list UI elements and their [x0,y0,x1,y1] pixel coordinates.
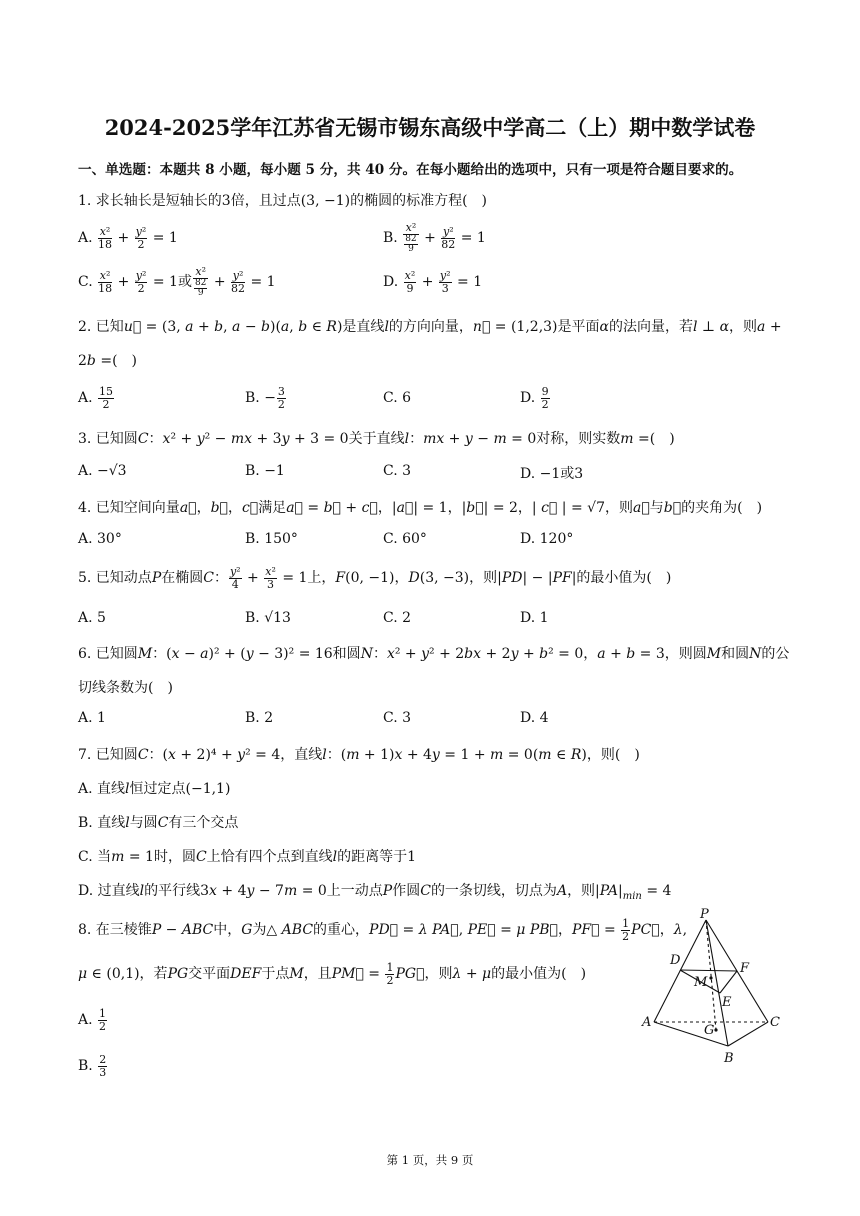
question-1-option-c: C. $\frac{\text{x²}}{18}$ + $\frac{\text{y²}}{2}$ = 1或 $\frac{\text{x²}}{\frac{82}{9}}$ + $\frac{\text{y²}}{82}$ = 1 [78,265,276,298]
page-title: 2024-2025学年江苏省无锡市锡东高级中学高二（上）期中数学试卷 [104,115,756,140]
question-6-option-d: D. 4 [520,710,549,726]
figure-label-b: B [724,1051,734,1066]
tetrahedron-figure [636,906,786,1066]
question-5-option-d: D. 1 [520,610,549,626]
question-8-option-b: B. $\frac{2}{3}$ [78,1053,107,1079]
question-4-option-d: D. 120° [520,531,574,547]
question-6-option-a: A. 1 [78,710,106,726]
question-4-stem: 4. 已知空间向量a⃗，b⃗，c⃗满足a⃗ = b⃗ + c⃗，|a⃗| = 1，|b⃗| = 2，| c⃗ | = √7，则a⃗与b⃗的夹角为( ) [78,500,763,516]
question-1-option-d: D. $\frac{\text{x²}}{9}$ + $\frac{\text{y²}}{3}$ = 1 [383,269,483,295]
question-2-option-b: B. − $\frac{3}{2}$ [245,385,285,411]
question-5-option-c: C. 2 [383,610,412,626]
question-7-option-a: A. 直线l恒过定点(−1,1) [78,781,231,797]
question-6-stem: 6. 已知圆M：(x − a)² + (y − 3)² = 16和圆N：x² + y² + 2bx + 2y + b² = 0，a + b = 3，则圆M和圆N的公 [78,646,790,662]
question-7-option-c: C. 当m = 1时，圆C上恰有四个点到直线l的距离等于1 [78,849,417,865]
question-6-option-b: B. 2 [245,710,274,726]
question-2-stem-cont: 2b =( ) [78,353,137,369]
question-2-stem: 2. 已知u⃗ = (3, a + b, a − b)(a, b ∈ R)是直线l的方向向量，n⃗ = (1,2,3)是平面α的法向量，若l ⊥ α，则a + [78,319,782,335]
question-2-option-a: A. $\frac{15}{2}$ [78,385,114,411]
figure-label-d: D [670,953,681,968]
page-footer: 第 1 页，共 9 页 [386,1153,474,1167]
question-6-option-c: C. 3 [383,710,412,726]
section-heading: 一、单选题：本题共 8 小题，每小题 5 分，共 40 分。在每小题给出的选项中，只有一项是符合题目要求的。 [78,162,743,178]
question-4-option-a: A. 30° [78,531,122,547]
figure-label-m: M [694,975,708,990]
figure-label-e: E [722,995,732,1010]
question-5-option-b: B. √13 [245,610,291,626]
question-5-stem: 5. 已知动点P在椭圆C： $\frac{\text{y²}}{4}$ + $\frac{\text{x²}}{3}$ = 1上，F(0, −1)，D(3, −3)，则|PD| − |PF|的最小值为( ) [78,565,672,591]
question-8-option-a: A. $\frac{1}{2}$ [78,1007,107,1033]
question-1-option-b: B. $\frac{\text{x²}}{\frac{82}{9}}$ + $\frac{\text{y²}}{82}$ = 1 [383,221,486,254]
question-4-option-c: C. 60° [383,531,427,547]
question-1-option-a: A. $\frac{\text{x²}}{18}$ + $\frac{\text{y²}}{2}$ = 1 [78,225,178,251]
question-2-option-d: D. $\frac{9}{2}$ [520,385,549,411]
question-7-stem: 7. 已知圆C：(x + 2)⁴ + y² = 4，直线l：(m + 1)x + 4y = 1 + m = 0(m ∈ R)，则( ) [78,747,640,763]
figure-label-c: C [770,1015,780,1030]
question-1-stem: 1. 求长轴长是短轴长的3倍，且过点(3, −1)的椭圆的标准方程( ) [78,193,488,209]
question-3-option-d: D. −1或3 [520,466,584,482]
question-8-stem: 8. 在三棱锥P − ABC中，G为△ ABC的重心，PD⃗ = λ PA⃗, PE⃗ = μ PB⃗，PF⃗ = $\frac{1}{2}$ PC⃗，λ, [78,917,688,943]
question-3-option-b: B. −1 [245,463,285,479]
figure-label-a: A [642,1015,652,1030]
question-4-option-b: B. 150° [245,531,298,547]
question-8-stem-cont: μ ∈ (0,1)，若PG交平面DEF于点M，且PM⃗ = $\frac{1}{2}$ PG⃗，则λ + μ的最小值为( ) [78,961,587,987]
question-6-stem-cont: 切线条数为( ) [78,680,173,696]
question-5-option-a: A. 5 [78,610,106,626]
figure-label-f: F [740,961,750,976]
figure-label-g: G [704,1023,715,1038]
figure-label-p: P [700,907,709,922]
question-3-option-c: C. 3 [383,463,412,479]
question-3-option-a: A. −√3 [78,463,127,479]
question-2-option-c: C. 6 [383,390,412,406]
question-7-option-b: B. 直线l与圆C有三个交点 [78,815,239,831]
question-7-option-d: D. 过直线l的平行线3x + 4y − 7m = 0上一动点P作圆C的一条切线，切点为A，则$|PA|_{min} = 4$ [78,883,672,902]
question-3-stem: 3. 已知圆C：x² + y² − mx + 3y + 3 = 0关于直线l：mx + y − m = 0对称，则实数m =( ) [78,431,675,447]
